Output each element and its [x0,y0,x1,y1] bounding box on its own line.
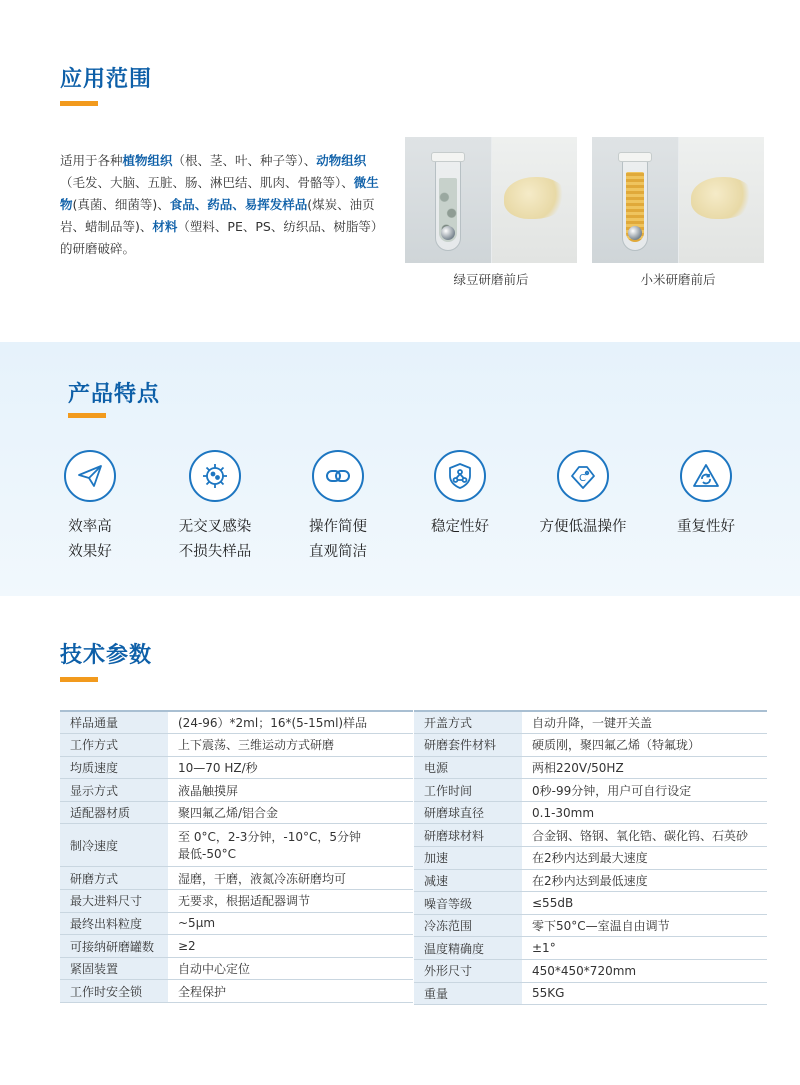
spec-value [168,756,413,779]
spec-value [522,892,767,915]
spec-row [414,779,767,802]
spec-row [60,756,413,779]
section-title-application: 应用范围 [60,67,153,92]
spec-row [414,801,767,824]
spec-value-line: 两相220V/50HZ [532,760,624,775]
feature-efficiency [35,450,145,565]
spec-value [522,734,767,757]
spec-row [60,980,413,1003]
spec-value [168,980,413,1003]
spec-value-line: 零下50°C—室温自由调节 [532,919,670,934]
spec-row [60,801,413,824]
spec-key: 适配器材质 [60,801,168,824]
spec-value-line: 自动升降，一键开关盖 [532,716,653,731]
feature-label: 操作简便 [309,519,367,535]
spec-value-line: 自动中心定位 [178,962,251,977]
feature-label: 方便低温操作 [539,519,627,535]
spec-value-line: 在2秒内达到最大速度 [532,851,648,866]
spec-row [414,869,767,892]
link-icon [312,450,364,502]
spec-value [168,711,413,734]
thermometer-c-icon [557,450,609,502]
spec-value-line: 最低-50°C [178,847,236,862]
powder-after-image [492,137,577,263]
spec-value [522,801,767,824]
spec-key: 工作时间 [414,779,522,802]
spec-row [414,960,767,983]
spec-value [522,847,767,870]
spec-key: 开盖方式 [414,711,522,734]
spec-key: 最终出料粒度 [60,912,168,935]
spec-value [168,935,413,958]
spec-key: 显示方式 [60,779,168,802]
spec-row [60,824,413,867]
spec-value [168,890,413,913]
spec-row [414,914,767,937]
spec-value [522,756,767,779]
spec-key: 研磨套件材料 [414,734,522,757]
spec-key: 样品通量 [60,711,168,734]
spec-key: 重量 [414,982,522,1005]
spec-value [168,957,413,980]
highlighted-term: 微生物 [60,175,379,212]
spec-row [60,711,413,734]
tube-before-image [592,137,678,263]
spec-value-line: 55KG [532,986,565,1001]
feature-stability [405,450,515,540]
gear-bacteria-icon [189,450,241,502]
section-title-features: 产品特点 [68,382,161,407]
spec-row [414,982,767,1005]
spec-value [168,779,413,802]
spec-row [414,734,767,757]
spec-value-line: 0.1-30mm [532,805,595,820]
spec-key: 工作时安全锁 [60,980,168,1003]
spec-row [60,867,413,890]
feature-easy-operation [283,450,393,565]
spec-key: 冷冻范围 [414,914,522,937]
spec-value-line: 液晶触摸屏 [178,783,239,798]
highlighted-term: 动物组织 [316,153,367,168]
title-underline [60,677,98,682]
spec-value-line: ≥2 [178,939,196,954]
spec-key: 加速 [414,847,522,870]
spec-key: 研磨球材料 [414,824,522,847]
spec-value-line: (24-96）*2ml；16*(5-15ml)样品 [178,716,368,731]
spec-table-left [60,710,413,1003]
spec-value [522,824,767,847]
spec-value-line: 450*450*720mm [532,963,637,978]
spec-row [414,937,767,960]
spec-value [168,734,413,757]
shield-network-icon [434,450,486,502]
spec-value-line: 无要求，根据适配器调节 [178,894,311,909]
feature-label: 直观简洁 [309,544,367,560]
spec-row [60,935,413,958]
spec-key: 均质速度 [60,756,168,779]
spec-row [414,756,767,779]
recycle-triangle-icon [680,450,732,502]
spec-row [414,824,767,847]
spec-key: 研磨方式 [60,867,168,890]
spec-value-line: 10—70 HZ/秒 [178,760,258,775]
description-text: （根、茎、叶、种子等）、 [172,153,317,168]
highlighted-term: 材料 [152,219,178,234]
spec-row [60,890,413,913]
feature-label: 效率高 [68,519,112,535]
spec-key: 噪音等级 [414,892,522,915]
description-text: 适用于各种 [60,153,123,168]
spec-row [414,892,767,915]
spec-row [414,711,767,734]
spec-key: 减速 [414,869,522,892]
spec-value-line: 湿磨，干磨，液氮冷冻研磨均可 [178,871,347,886]
spec-value [522,779,767,802]
photo-caption-millet: 小米研磨前后 [640,272,716,287]
photo-caption-mung-bean: 绿豆研磨前后 [453,272,529,287]
spec-value [168,912,413,935]
spec-key: 工作方式 [60,734,168,757]
spec-value-line: ≤55dB [532,896,574,911]
spec-value [522,711,767,734]
spec-value [168,867,413,890]
photo-mung-bean [405,137,577,263]
description-text: （毛发、大脑、五脏、肠、淋巴结、肌肉、骨骼等）、 [60,175,354,190]
svg-text:C: C [579,473,586,484]
feature-label: 无交叉感染 [178,519,252,535]
feature-no-contamination [160,450,270,565]
spec-key: 制冷速度 [60,824,168,867]
spec-value [522,937,767,960]
spec-value-line: 上下震荡、三维运动方式研磨 [178,738,335,753]
spec-key: 电源 [414,756,522,779]
spec-value-line: 硬质刚，聚四氟乙烯（特氟珑） [532,738,701,753]
spec-key: 温度精确度 [414,937,522,960]
feature-low-temperature [528,450,638,540]
spec-value-line: 0秒-99分钟，用户可自行设定 [532,783,692,798]
spec-value-line: 聚四氟乙烯/铝合金 [178,806,279,821]
application-description [60,150,380,260]
spec-row [60,779,413,802]
highlighted-term: 植物组织 [122,153,173,168]
feature-repeatability [651,450,761,540]
spec-row [60,957,413,980]
spec-key: 紧固装置 [60,957,168,980]
spec-value-line: ~5μm [178,916,216,931]
spec-value [522,982,767,1005]
highlighted-term: 食品、药品、易挥发样品 [169,197,308,212]
spec-key: 最大进料尺寸 [60,890,168,913]
spec-value [522,960,767,983]
tube-before-image [405,137,491,263]
feature-label: 重复性好 [677,519,735,535]
spec-key: 研磨球直径 [414,801,522,824]
spec-value-line: 全程保护 [178,984,227,999]
feature-label: 稳定性好 [431,519,489,535]
spec-key: 可接纳研磨罐数 [60,935,168,958]
spec-value [168,824,413,867]
title-underline [60,101,98,106]
section-title-specs: 技术参数 [60,643,153,668]
spec-value-line: 至 0°C，2-3分钟，-10°C，5分钟 [178,830,362,845]
spec-row [60,734,413,757]
spec-row [414,847,767,870]
spec-value [168,801,413,824]
spec-value-line: 合金钢、铬钢、氧化锆、碳化钨、石英砂 [532,828,749,843]
spec-table-right [414,710,767,1005]
description-text: (真菌、细菌等)、 [72,197,170,212]
spec-value-line: ±1° [532,941,556,956]
spec-value-line: 在2秒内达到最低速度 [532,873,648,888]
feature-label: 不损失样品 [178,544,252,560]
spec-row [60,912,413,935]
description-text: (煤炭、油页岩、蜡制品等)、 [60,197,375,234]
spec-key: 外形尺寸 [414,960,522,983]
title-underline [68,413,106,418]
powder-after-image [679,137,764,263]
description-text: （塑料、PE、PS、纺织品、树脂等）的研磨破碎。 [60,219,378,256]
photo-millet [592,137,764,263]
feature-label: 效果好 [68,544,112,560]
spec-value [522,869,767,892]
spec-value [522,914,767,937]
paper-plane-icon [64,450,116,502]
